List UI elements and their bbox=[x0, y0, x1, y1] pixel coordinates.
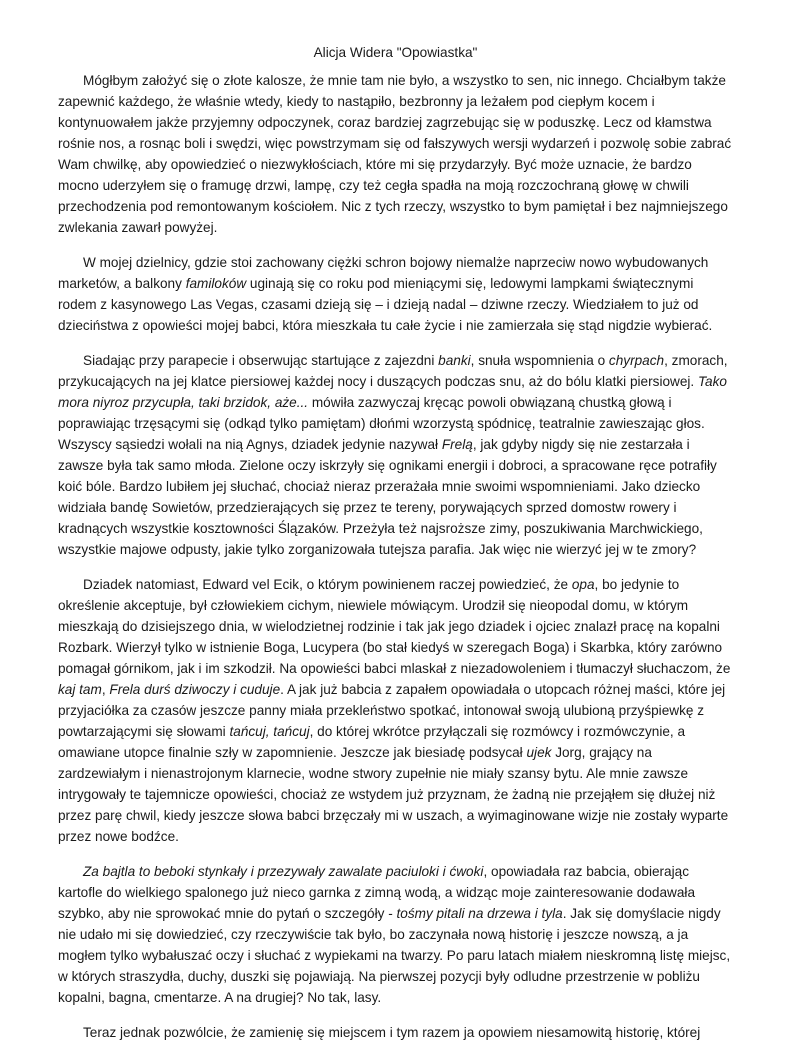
paragraph bbox=[58, 861, 733, 1008]
text-run: uginają się co roku pod mieniącymi się, ledowymi lampkami świątecznymi rodem z kasynowego Las Vegas, czasami dzieją się – i dzieją nadal – dziwne rzeczy. Wiedziałem to już od dzieciństwa z opowieści mojej babci, która mieszkała tu całe życie i nie zamierzała się stąd nigdzie wybierać. bbox=[58, 276, 713, 333]
text-run: , bo jedynie to określenie akceptuje, był człowiekiem cichym, niewiele mówiącym. Urodził się nieopodal domu, w którym mieszkają do dzisiejszego dnia, w wielodzietnej rodzinie i tak jak jego dziadek i ojciec znalazł pracę na kopalni Rozbark. Wierzył tylko w istnienie Boga, Lucypera (bo stał kiedyś w szeregach Boga) i Skarbka, który zarówno pomagał górnikom, jak i im szkodził. Na opowieści babci mlaskał z niezadowoleniem i tłumaczył słuchaczom, że bbox=[58, 577, 731, 676]
text-run: Teraz jednak pozwólcie, że zamienię się miejscem i tym razem ja opowiem niesamowitą historię, której bbox=[83, 1025, 701, 1040]
text-run: . A jak już babcia z zapałem opowiadała o utopcach różnej maści, które jej przyjaciółka za czasów jeszcze panny miała przekleństwo spotkać, intonował swoją ulubioną przyśpiewkę z powtarzającymi się słowami bbox=[58, 682, 726, 739]
paragraph bbox=[58, 350, 733, 560]
document-title: Alicja Widera "Opowiastka" bbox=[313, 45, 478, 60]
text-run: mówiła zazwyczaj kręcąc powoli obwiązaną chustką głową i poprawiając trzęsącymi się (odkąd tylko pamiętam) dłońmi wzorzystą spódnicę, teatralnie zawieszając głos. Wszyscy sąsiedzi wołali na nią Agnys, dziadek jedynie nazywał bbox=[58, 395, 705, 452]
text-run: . Jak się domyślacie nigdy nie udało mi się dowiedzieć, czy rzeczywiście tak było, bo zaczynała nową historię i jeszcze nowszą, a ja mogłem tylko wybałuszać oczy i słuchać z wypiekami na twarzy. Po paru latach miałem nieskromną listę miejsc, w których straszydła, duchy, duszki się pojawiają. Na pierwszej pozycji były odludne przestrzenie w pobliżu kopalni, bagna, cmentarze. A na drugiej? No tak, lasy. bbox=[58, 906, 731, 1005]
text-run: , snuła wspomnienia o bbox=[470, 353, 609, 368]
text-run: , do której wkrótce przyłączali się rozmówcy i rozmówczynie, a omawiane utopce finalnie szły w zapomnienie. Jeszcze jak biesiadę podsycał bbox=[58, 724, 686, 760]
italic-text-run: tańcuj, tańcuj bbox=[229, 724, 310, 739]
document-body bbox=[58, 70, 733, 1043]
text-run: W mojej dzielnicy, gdzie stoi zachowany ciężki schron bojowy niemalże naprzeciw nowo wybudowanych marketów, a balkony bbox=[58, 255, 709, 291]
paragraph bbox=[58, 252, 733, 336]
text-run: Jorg, grający na zardzewiałym i nienastrojonym klarnecie, wodne stwory zupełnie nie miały szansy bytu. Ale mnie zawsze intrygowały te tajemnicze opowieści, chociaż ze wstydem już przyznam, że żadną nie przejąłem się dłużej niż przez parę chwil, kiedy jeszcze słowa babci brzęczały mi w uszach, a wyimaginowane wizje nie zostały wyparte przez nowe bodźce. bbox=[58, 745, 729, 844]
italic-text-run: Frela durś dziwoczy i cuduje bbox=[109, 682, 281, 697]
italic-text-run: ujek bbox=[526, 745, 552, 760]
text-run: , jak gdyby nigdy się nie zestarzała i zawsze była tak samo młoda. Zielone oczy iskrzyły się ognikami energii i dobroci, a spracowane ręce potrafiły koić bóle. Bardzo lubiłem jej słuchać, chociaż nieraz przerażała mnie swoimi wspomnieniami. Jako dziecko widziała bandę Sowietów, przedzierających się przez te tereny, porywających sprzed domostw rowery i kradnących wszystkie kosztowności Ślązaków. Przeżyła też najsroższe zimy, poszukiwania Marchwickiego, wszystkie majowe odpusty, jakie tylko zorganizowała tutejsza parafia. Jak więc nie wierzyć jej w te zmory? bbox=[58, 437, 717, 557]
text-run: Siadając przy parapecie i obserwując startujące z zajezdni bbox=[83, 353, 439, 368]
italic-text-run: opa bbox=[571, 577, 595, 592]
italic-text-run: Tako mora niyroz przycupła, taki brzidok, aże... bbox=[58, 374, 727, 410]
text-run: , opowiadała raz babcia, obierając kartofle do wielkiego spalonego już nieco garnka z zimną wodą, a widząc moje zainteresowanie dodawała szybko, aby nie sprowokać mnie do pytań o szczegóły - bbox=[58, 864, 696, 921]
italic-text-run: banki bbox=[438, 353, 471, 368]
italic-text-run: familoków bbox=[185, 276, 247, 291]
italic-text-run: Za bajtla to beboki stynkały i przezywały zawalate paciuloki i ćwoki bbox=[83, 864, 484, 879]
text-run: Mógłbym założyć się o złote kalosze, że mnie tam nie było, a wszystko to sen, nic innego. Chciałbym także zapewnić każdego, że właśnie wtedy, kiedy to nastąpiło, bezbronny ja leżałem pod ciepłym kocem i kontynuowałem jakże przyjemny odpoczynek, coraz bardziej zagrzebując się w poduszkę. Lecz od kłamstwa rośnie nos, a rosnąc boli i swędzi, więc powstrzymam się od fałszywych wersji wydarzeń i pozwolę sobie zabrać Wam chwilkę, aby opowiedzieć o niezwykłościach, które mi się przydarzyły. Być może uznacie, że bardzo mocno uderzyłem się o framugę drzwi, lampę, czy też cegła spadła na moją rozczochraną głowę w chwili przechodzenia pod remontowanym kościołem. Nic z tych rzeczy, wszystko to bym pamiętał i bez najmniejszego zwlekania zawarł powyżej. bbox=[58, 73, 732, 235]
text-run: , zmorach, przykucających na jej klatce piersiowej każdej nocy i duszących podczas snu, aż do bólu klatki piersiowej. bbox=[58, 353, 728, 389]
italic-text-run: kaj tam bbox=[58, 682, 102, 697]
italic-text-run: chyrpach bbox=[608, 353, 665, 368]
paragraph bbox=[58, 1022, 733, 1043]
paragraph bbox=[58, 574, 733, 847]
text-run: , bbox=[101, 682, 110, 697]
text-run: Dziadek natomiast, Edward vel Ecik, o którym powinienem raczej powiedzieć, że bbox=[83, 577, 572, 592]
italic-text-run: tośmy pitali na drzewa i tyla bbox=[396, 906, 563, 921]
italic-text-run: Frelą bbox=[441, 437, 473, 452]
paragraph bbox=[58, 70, 733, 238]
